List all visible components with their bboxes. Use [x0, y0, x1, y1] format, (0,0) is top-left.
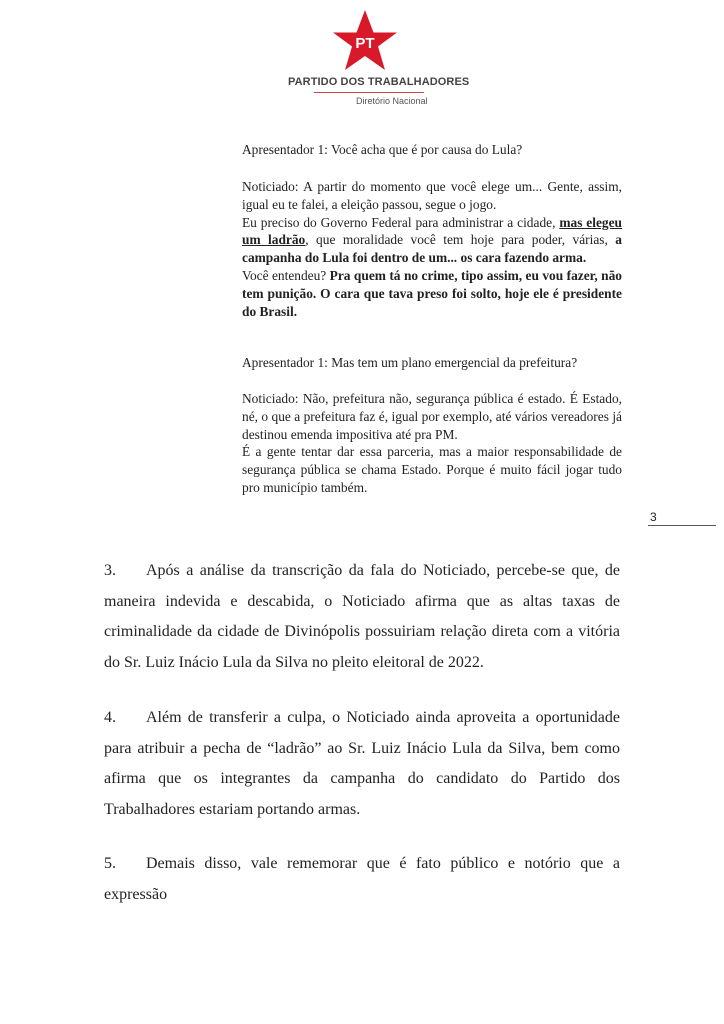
- answer-1-line-2: [242, 214, 622, 267]
- paragraph-text: Demais disso, vale rememorar que é fato público e notório que a expressão: [104, 855, 620, 903]
- paragraph-3: [104, 556, 620, 678]
- red-star-icon: [330, 8, 400, 74]
- party-name: PARTIDO DOS TRABALHADORES: [288, 76, 470, 88]
- transcript-question-1: [242, 141, 622, 159]
- paragraph-text: Além de transferir a culpa, o Noticiado ainda aproveita a oportunidade para atribuir a pecha de “ladrão” ao Sr. Luiz Inácio Lula da Silva, bem como afirma que os integrantes da campanha do candidato do Partido dos Trabalhadores estariam portando armas.: [104, 709, 620, 818]
- answer-1-emphasis-bold-2: Pra quem tá no crime, tipo assim, eu vou fazer, não tem punição. O cara que tava preso foi solto, hoje ele é presidente do Brasil.: [242, 267, 622, 319]
- paragraph-5: [104, 849, 620, 910]
- paragraph-number: 5.: [104, 855, 116, 872]
- question-1-text: Apresentador 1: Você acha que é por causa do Lula?: [242, 142, 523, 157]
- transcript-answer-2: [242, 390, 622, 497]
- answer-1-emphasis-underlined: mas elegeu um ladrão: [242, 214, 623, 248]
- answer-1-line-1: Noticiado: A partir do momento que você elege um... Gente, assim, igual eu te falei, a eleição passou, segue o jogo.: [242, 179, 622, 212]
- answer-1-line-3: [242, 267, 622, 320]
- answer-1-text-c: , que moralidade você tem hoje para poder, várias,: [305, 232, 616, 248]
- answer-2-line-1: Noticiado: Não, prefeitura não, segurança pública é estado. É Estado, né, o que a prefeitura faz é, igual por exemplo, até vários vereadores já destinou emenda impositiva até pra PM.: [242, 391, 622, 442]
- paragraph-number: 4.: [104, 709, 116, 726]
- page-number: 3: [650, 510, 657, 524]
- paragraph-text: Após a análise da transcrição da fala do Noticiado, percebe-se que, de maneira indevida e descabida, o Noticiado afirma que as altas taxas de criminalidade da cidade de Divinópolis possuiriam relação direta com a vitória do Sr. Luiz Inácio Lula da Silva no pleito eleitoral de 2022.: [104, 562, 620, 671]
- answer-2-line-2: É a gente tentar dar essa parceria, mas a maior responsabilidade de segurança pública se chama Estado. Porque é muito fácil jogar tudo pro município também.: [242, 444, 622, 495]
- transcript-question-2: [242, 354, 622, 372]
- answer-1-emphasis-bold: a campanha do Lula foi dentro de um... os cara fazendo arma.: [242, 232, 622, 266]
- paragraph-4: [104, 703, 620, 825]
- paragraph-number: 3.: [104, 562, 116, 579]
- transcript-answer-1: [242, 178, 622, 320]
- question-2-text: Apresentador 1: Mas tem um plano emergencial da prefeitura?: [242, 355, 578, 370]
- page-number-rule: [648, 525, 716, 526]
- header-divider: [314, 92, 424, 93]
- party-subtitle: Diretório Nacional: [356, 96, 428, 106]
- logo-text: PT: [355, 35, 375, 52]
- answer-1-text-a: Eu preciso do Governo Federal para administrar a cidade,: [242, 214, 560, 230]
- answer-1-text-e: Você entendeu?: [242, 267, 330, 283]
- party-logo: [288, 8, 470, 106]
